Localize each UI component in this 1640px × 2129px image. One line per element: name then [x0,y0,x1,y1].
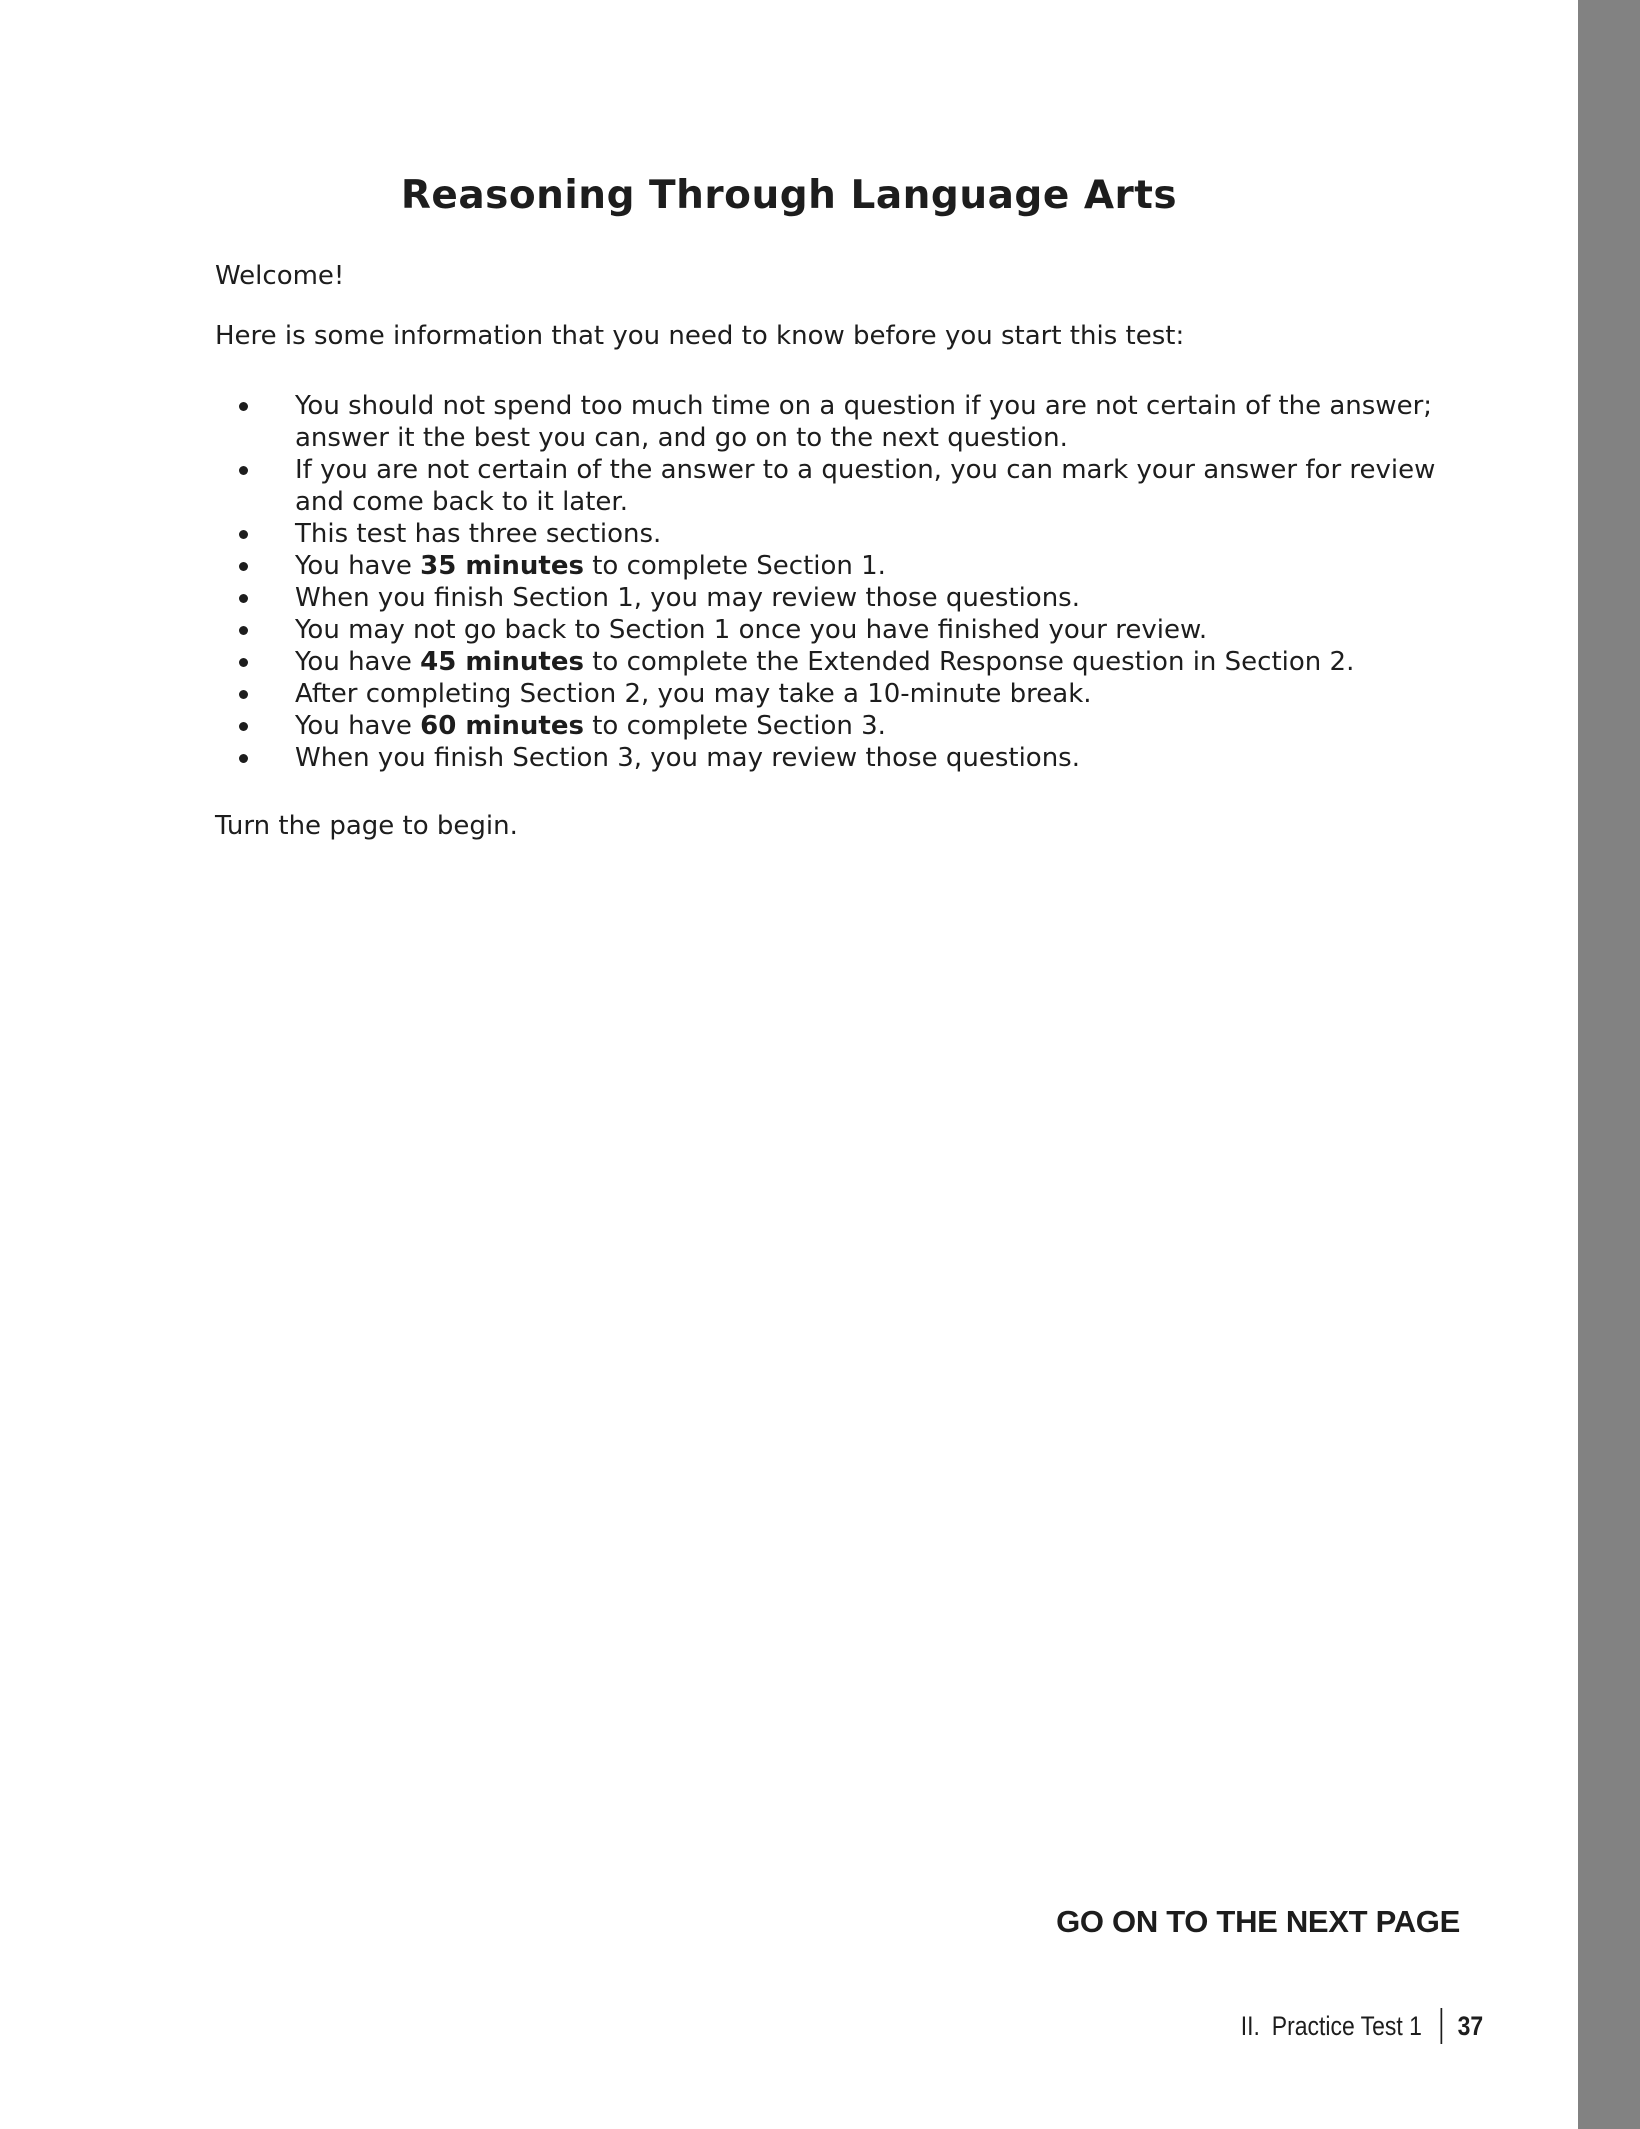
footer-chapter: II. [1240,2010,1260,2041]
instruction-item: You should not spend too much time on a question if you are not certain of the answer; answer it the best you can, and go on to the next question. [215,390,1565,454]
page-number: 37 [1457,2010,1483,2041]
instruction-item: If you are not certain of the answer to a question, you can mark your answer for review and come back to it later. [215,454,1565,518]
intro-text: Here is some information that you need to know before you start this test: [215,321,1185,351]
instruction-item: After completing Section 2, you may take a 10-minute break. [215,678,1565,710]
instructions-list [215,390,1565,774]
footer-divider [1440,2008,1442,2044]
welcome-text: Welcome! [215,261,345,291]
body-column [215,260,1565,842]
footer-section-label: Practice Test 1 [1271,2010,1422,2041]
running-footer [1241,2008,1483,2044]
instruction-item: You may not go back to Section 1 once you have finished your review. [215,614,1565,646]
instruction-item: You have 60 minutes to complete Section 3. [215,710,1565,742]
instruction-item: When you finish Section 3, you may review those questions. [215,742,1565,774]
turn-page-note: Turn the page to begin. [215,811,518,841]
page-edge-tab [1578,0,1640,2129]
page-title: Reasoning Through Language Arts [400,173,1178,218]
go-on-notice: GO ON TO THE NEXT PAGE [1056,1904,1460,1939]
instruction-item: You have 35 minutes to complete Section 1. [215,550,1565,582]
instruction-item: You have 45 minutes to complete the Extended Response question in Section 2. [215,646,1565,678]
instruction-item: When you finish Section 1, you may review those questions. [215,582,1565,614]
instruction-item: This test has three sections. [215,518,1565,550]
